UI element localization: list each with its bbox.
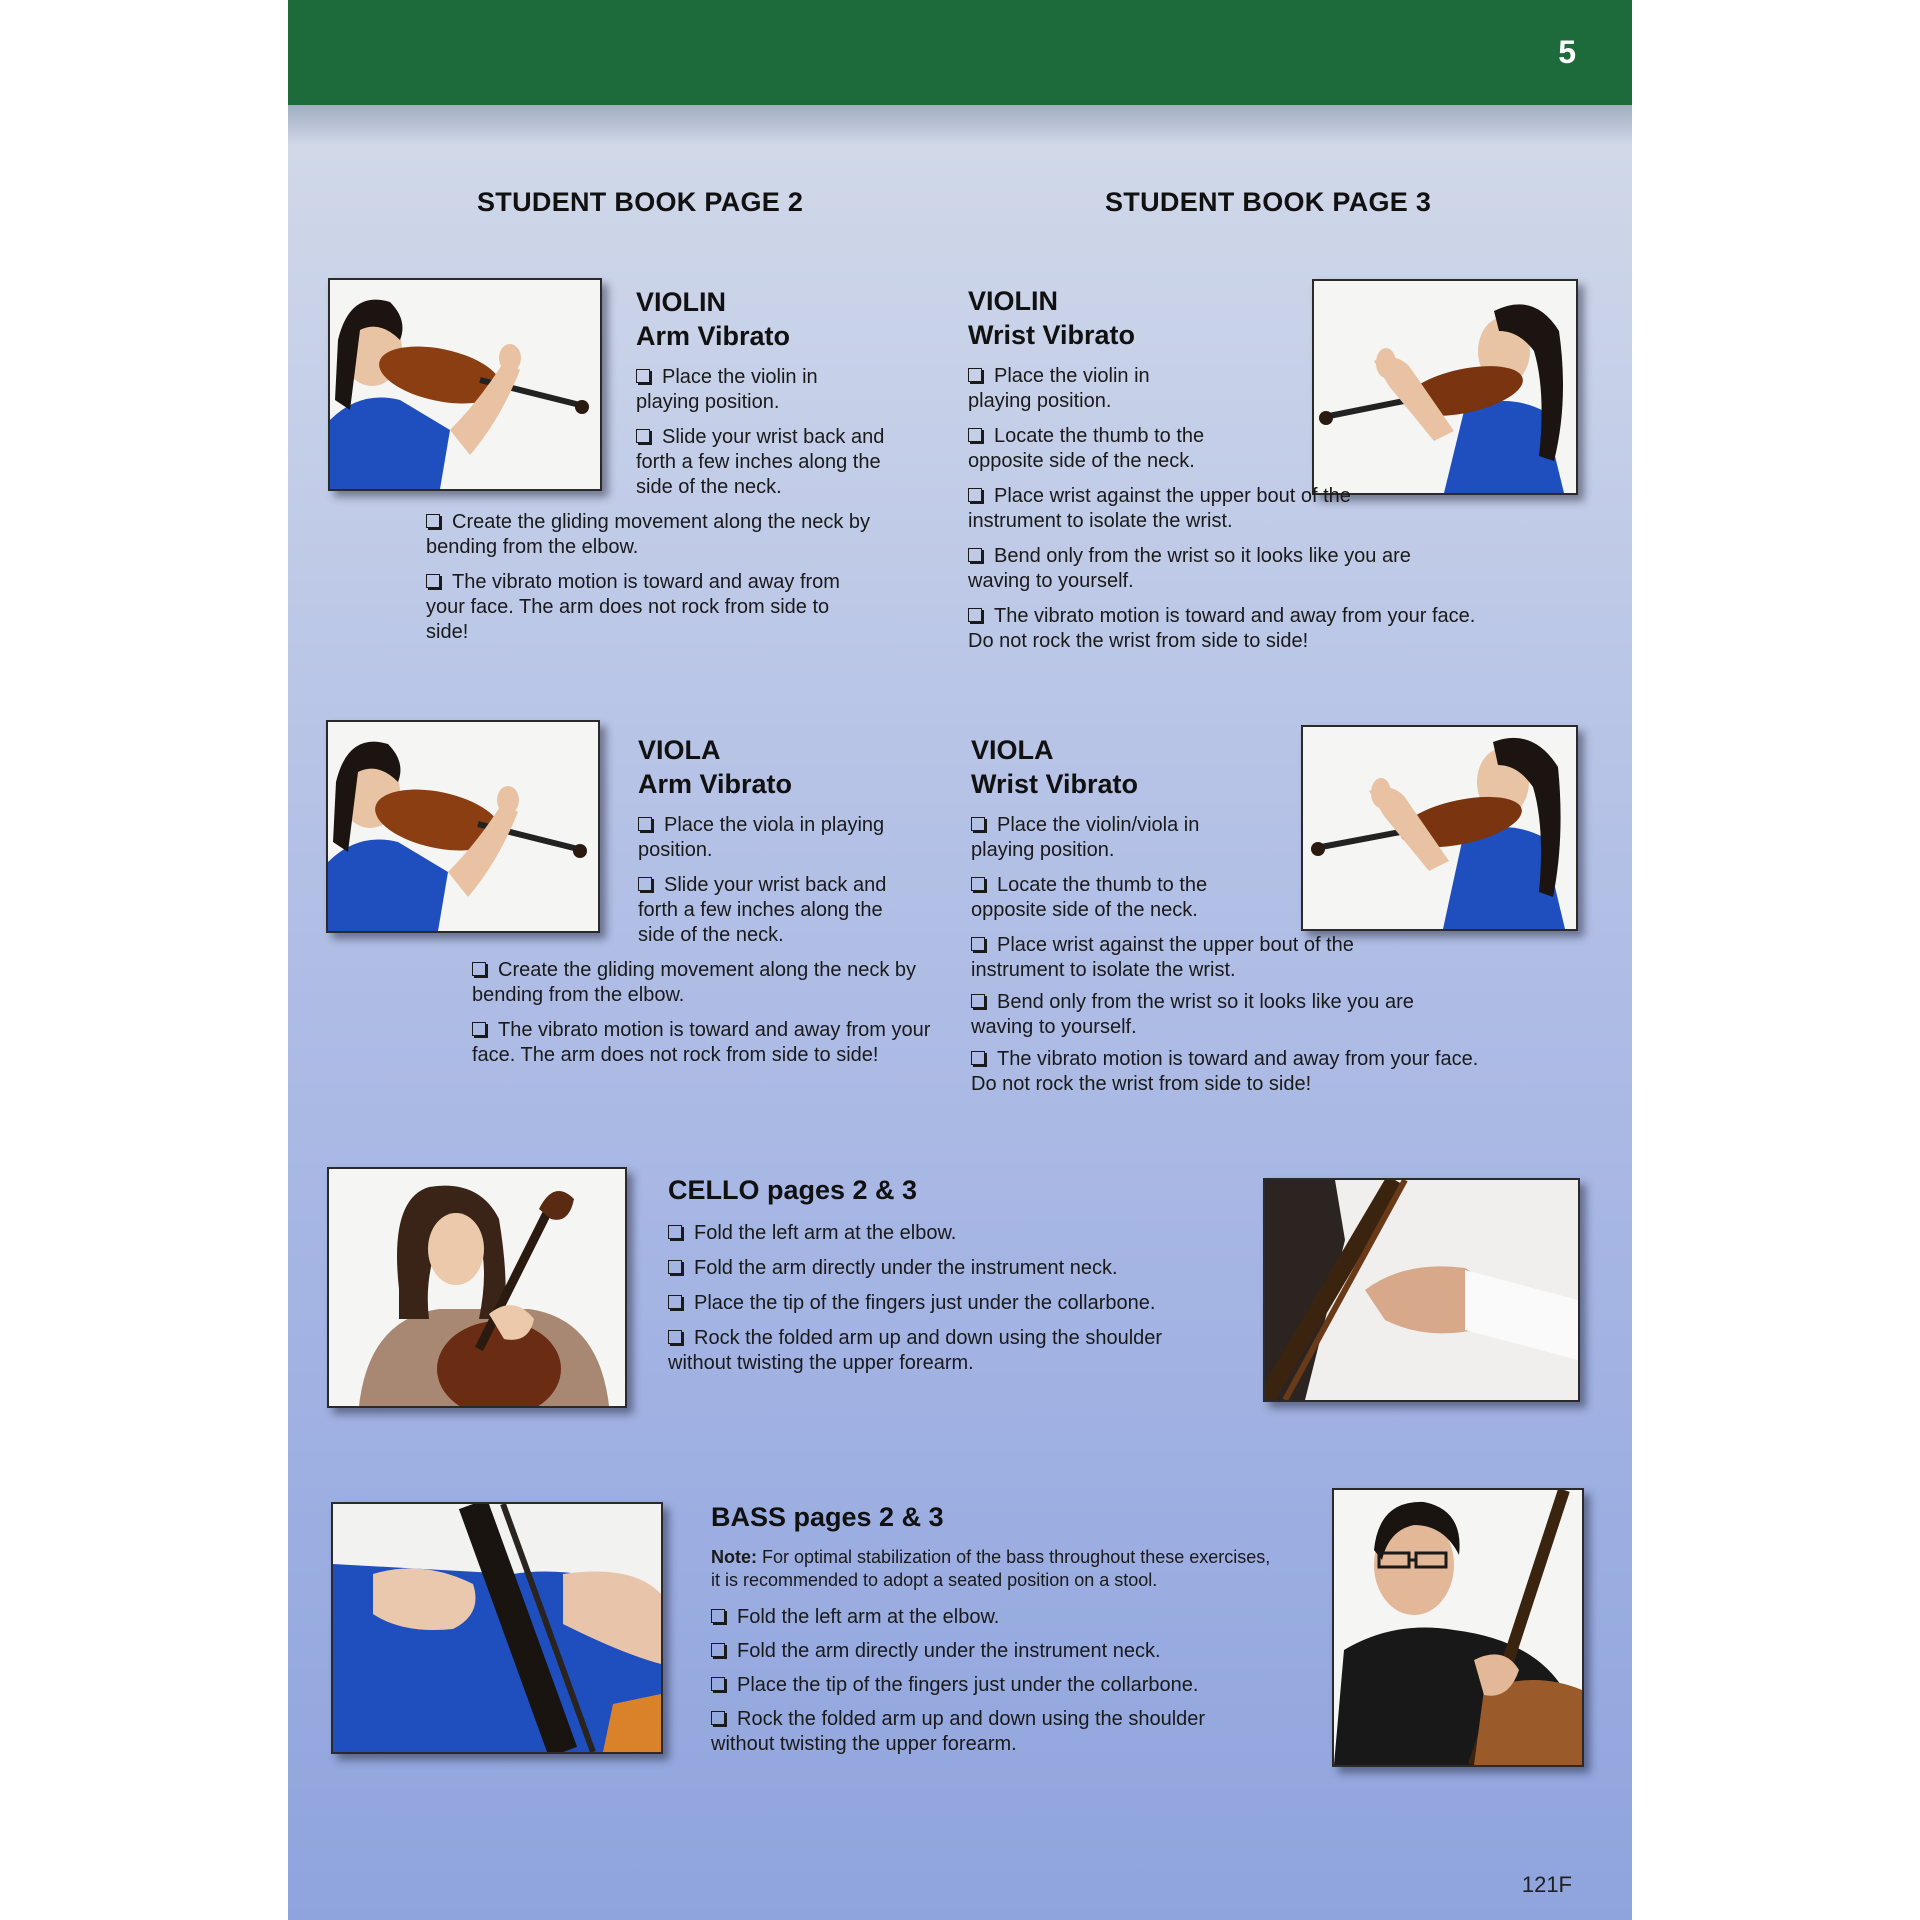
checkbox-icon bbox=[638, 877, 652, 891]
violin-arm-vibrato-photo bbox=[328, 278, 602, 491]
column-heading-right: STUDENT BOOK PAGE 3 bbox=[1105, 187, 1432, 217]
checkbox-icon bbox=[971, 877, 985, 891]
checklist-item: Slide your wrist back and forth a few inches along the side of the neck. bbox=[636, 426, 885, 498]
cello-title: CELLO pages 2 & 3 bbox=[668, 1175, 918, 1205]
checklist-item: Rock the folded arm up and down using the shoulder without twisting the upper forearm. bbox=[668, 1327, 1163, 1374]
checklist-item: The vibrato motion is toward and away from your face. The arm does not rock from side to side! bbox=[472, 1019, 931, 1066]
checkbox-icon bbox=[638, 817, 652, 831]
checklist-item: Bend only from the wrist so it looks like you are waving to yourself. bbox=[968, 545, 1411, 592]
checklist-item: Rock the folded arm up and down using the shoulder without twisting the upper forearm. bbox=[711, 1708, 1206, 1755]
checklist-item: Place the tip of the fingers just under the collarbone. bbox=[668, 1291, 1228, 1316]
checklist-item: Bend only from the wrist so it looks like you are waving to yourself. bbox=[971, 991, 1414, 1038]
checkbox-icon bbox=[968, 488, 982, 502]
checkbox-icon bbox=[968, 548, 982, 562]
checkbox-icon bbox=[711, 1711, 725, 1725]
column-heading-left: STUDENT BOOK PAGE 2 bbox=[477, 187, 804, 217]
checklist-item: Fold the left arm at the elbow. bbox=[668, 1221, 1228, 1246]
violin-wrist-instrument: VIOLIN bbox=[968, 286, 1059, 316]
checkbox-icon bbox=[968, 608, 982, 622]
checklist-item: Place wrist against the upper bout of the instrument to isolate the wrist. bbox=[968, 485, 1351, 532]
viola-wrist-subtitle: Wrist Vibrato bbox=[971, 769, 1139, 799]
bass-note-text: For optimal stabilization of the bass throughout these exercises, it is recommended to adopt a seated position on a stool. bbox=[711, 1547, 1271, 1590]
bass-note-label: Note: bbox=[711, 1547, 757, 1567]
checklist-item: Fold the left arm at the elbow. bbox=[711, 1605, 1271, 1630]
checkbox-icon bbox=[668, 1330, 682, 1344]
viola-wrist-vibrato-photo bbox=[1301, 725, 1578, 931]
checkbox-icon bbox=[636, 369, 650, 383]
violin-wrist-title bbox=[968, 284, 1135, 352]
checklist-item: Create the gliding movement along the neck by bending from the elbow. bbox=[472, 959, 917, 1006]
checklist-item: The vibrato motion is toward and away from your face. Do not rock the wrist from side to side! bbox=[971, 1048, 1479, 1095]
header-bar bbox=[288, 0, 1632, 105]
checklist-item: Place the tip of the fingers just under the collarbone. bbox=[711, 1673, 1271, 1698]
violin-arm-title bbox=[636, 285, 790, 353]
checkbox-icon bbox=[711, 1677, 725, 1691]
viola-arm-vibrato-photo bbox=[326, 720, 600, 933]
checklist-item: The vibrato motion is toward and away from your face. The arm does not rock from side to side! bbox=[426, 571, 840, 643]
folio-number: 121F bbox=[1521, 1872, 1572, 1897]
page bbox=[288, 0, 1632, 1920]
bass-photo-hand-closeup bbox=[331, 1502, 663, 1754]
checkbox-icon bbox=[971, 937, 985, 951]
checklist-item: Place the viola in playing position. bbox=[638, 814, 885, 861]
checkbox-icon bbox=[711, 1609, 725, 1623]
checkbox-icon bbox=[668, 1260, 682, 1274]
viola-wrist-instrument: VIOLA bbox=[971, 735, 1054, 765]
checkbox-icon bbox=[426, 514, 440, 528]
checkbox-icon bbox=[971, 994, 985, 1008]
checklist-item: Place the violin/viola in playing position. bbox=[971, 814, 1200, 861]
checklist-item: Fold the arm directly under the instrument neck. bbox=[711, 1639, 1271, 1664]
checkbox-icon bbox=[472, 962, 486, 976]
checklist-item: Place the violin in playing position. bbox=[636, 366, 818, 413]
viola-arm-title bbox=[638, 733, 792, 801]
checkbox-icon bbox=[636, 429, 650, 443]
checkbox-icon bbox=[668, 1225, 682, 1239]
checkbox-icon bbox=[426, 574, 440, 588]
checkbox-icon bbox=[711, 1643, 725, 1657]
checkbox-icon bbox=[968, 368, 982, 382]
checkbox-icon bbox=[968, 428, 982, 442]
viola-arm-instrument: VIOLA bbox=[638, 735, 721, 765]
checklist-item: The vibrato motion is toward and away from your face. Do not rock the wrist from side to side! bbox=[968, 605, 1476, 652]
bass-title: BASS pages 2 & 3 bbox=[711, 1502, 944, 1532]
cello-photo-student bbox=[327, 1167, 627, 1408]
bass-note bbox=[711, 1546, 1281, 1592]
page-number: 5 bbox=[1558, 34, 1576, 70]
checklist-item: Create the gliding movement along the neck by bending from the elbow. bbox=[426, 511, 871, 558]
bass-photo-student bbox=[1332, 1488, 1584, 1767]
cello-photo-hand-closeup bbox=[1263, 1178, 1580, 1402]
checkbox-icon bbox=[668, 1295, 682, 1309]
checkbox-icon bbox=[472, 1022, 486, 1036]
checklist-item: Place the violin in playing position. bbox=[968, 365, 1150, 412]
checklist-item: Slide your wrist back and forth a few inches along the side of the neck. bbox=[638, 874, 887, 946]
header-shadow bbox=[288, 105, 1632, 145]
violin-wrist-subtitle: Wrist Vibrato bbox=[968, 320, 1136, 350]
checklist-item: Locate the thumb to the opposite side of the neck. bbox=[971, 874, 1208, 921]
violin-arm-subtitle: Arm Vibrato bbox=[636, 321, 791, 351]
checklist-item: Fold the arm directly under the instrument neck. bbox=[668, 1256, 1228, 1281]
violin-arm-instrument: VIOLIN bbox=[636, 287, 727, 317]
violin-wrist-vibrato-photo bbox=[1312, 279, 1578, 495]
viola-arm-subtitle: Arm Vibrato bbox=[638, 769, 793, 799]
checklist-item: Place wrist against the upper bout of the instrument to isolate the wrist. bbox=[971, 934, 1354, 981]
viola-wrist-title bbox=[971, 733, 1138, 801]
checkbox-icon bbox=[971, 817, 985, 831]
checkbox-icon bbox=[971, 1051, 985, 1065]
checklist-item: Locate the thumb to the opposite side of the neck. bbox=[968, 425, 1205, 472]
